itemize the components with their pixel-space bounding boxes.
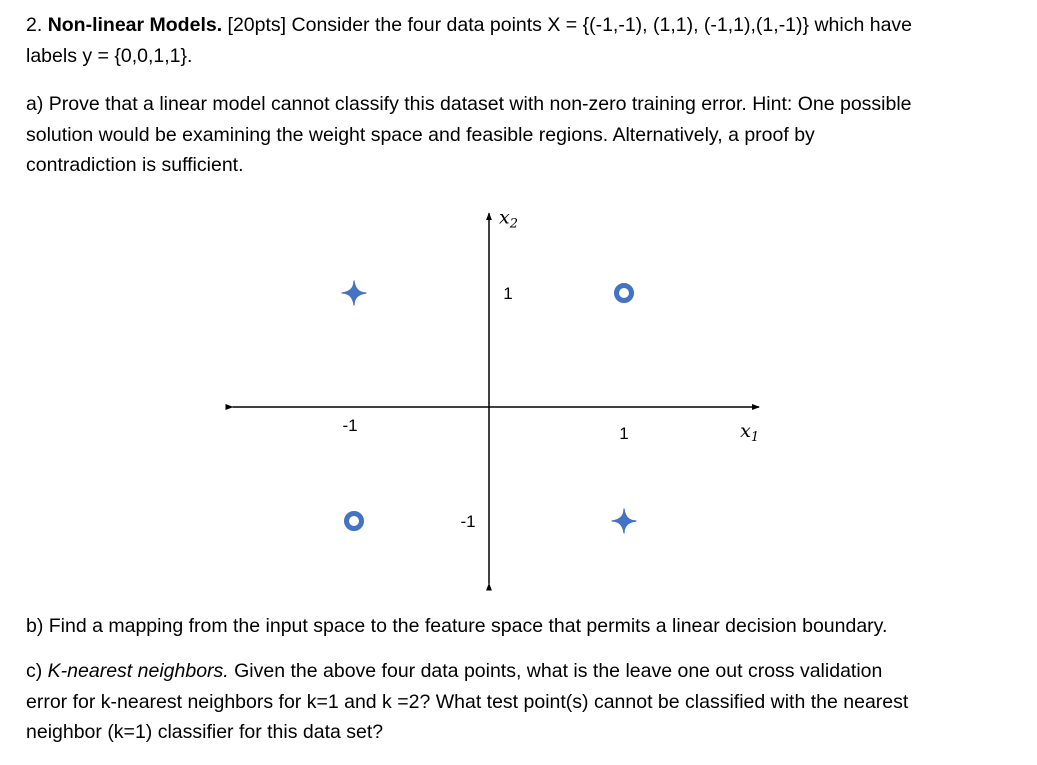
question-title: Non-linear Models. [47, 14, 223, 36]
part-c-line-3: neighbor (k=1) classifier for this data set? [26, 721, 384, 743]
y-axis-label-base: x [499, 206, 510, 229]
y-tick-label: 1 [503, 284, 513, 303]
x-axis-label-base: x [740, 420, 751, 442]
part-c [26, 656, 1026, 748]
question-labels-text: labels y = {0,0,1,1}. [26, 44, 193, 67]
part-a-line-1: a) Prove that a linear model cannot classify this dataset with non-zero training error. Hint: One possible [26, 93, 912, 115]
part-c-line-2: error for k-nearest neighbors for k=1 and k =2? What test point(s) cannot be classified with the nearest [26, 690, 909, 713]
y-axis-label-subscript: 2 [509, 216, 518, 232]
question-number: 2. [26, 14, 43, 36]
part-c-prefix: c) [26, 660, 48, 682]
plus-marker [612, 509, 636, 533]
part-b-line-1: b) Find a mapping from the input space to the feature space that permits a linear decision boundary. [26, 615, 888, 637]
question-intro-text: Consider the four data points X = {(-1,-1), (1,1), (-1,1),(1,-1)} which have [291, 14, 913, 36]
circle-marker [347, 514, 362, 529]
x-axis-label [740, 420, 759, 445]
axes [233, 206, 760, 583]
x-tick-label: -1 [342, 416, 358, 435]
part-b [26, 611, 1026, 642]
part-c-line-1: Given the above four data points, what is the leave one out cross validation [228, 660, 883, 682]
x-axis-label-subscript: 1 [750, 430, 760, 445]
part-a-line-3: contradiction is sufficient. [26, 154, 244, 176]
part-c-topic: K-nearest neighbors. [47, 660, 229, 682]
part-a-line-2: solution would be examining the weight space and feasible regions. Alternatively, a proof by [26, 123, 815, 146]
y-tick-label: -1 [460, 512, 476, 531]
circle-marker [617, 286, 632, 301]
y-axis-label [499, 206, 518, 231]
x-tick-label: 1 [619, 424, 629, 443]
question-points: [20pts] [227, 14, 287, 36]
plus-marker [342, 281, 366, 305]
